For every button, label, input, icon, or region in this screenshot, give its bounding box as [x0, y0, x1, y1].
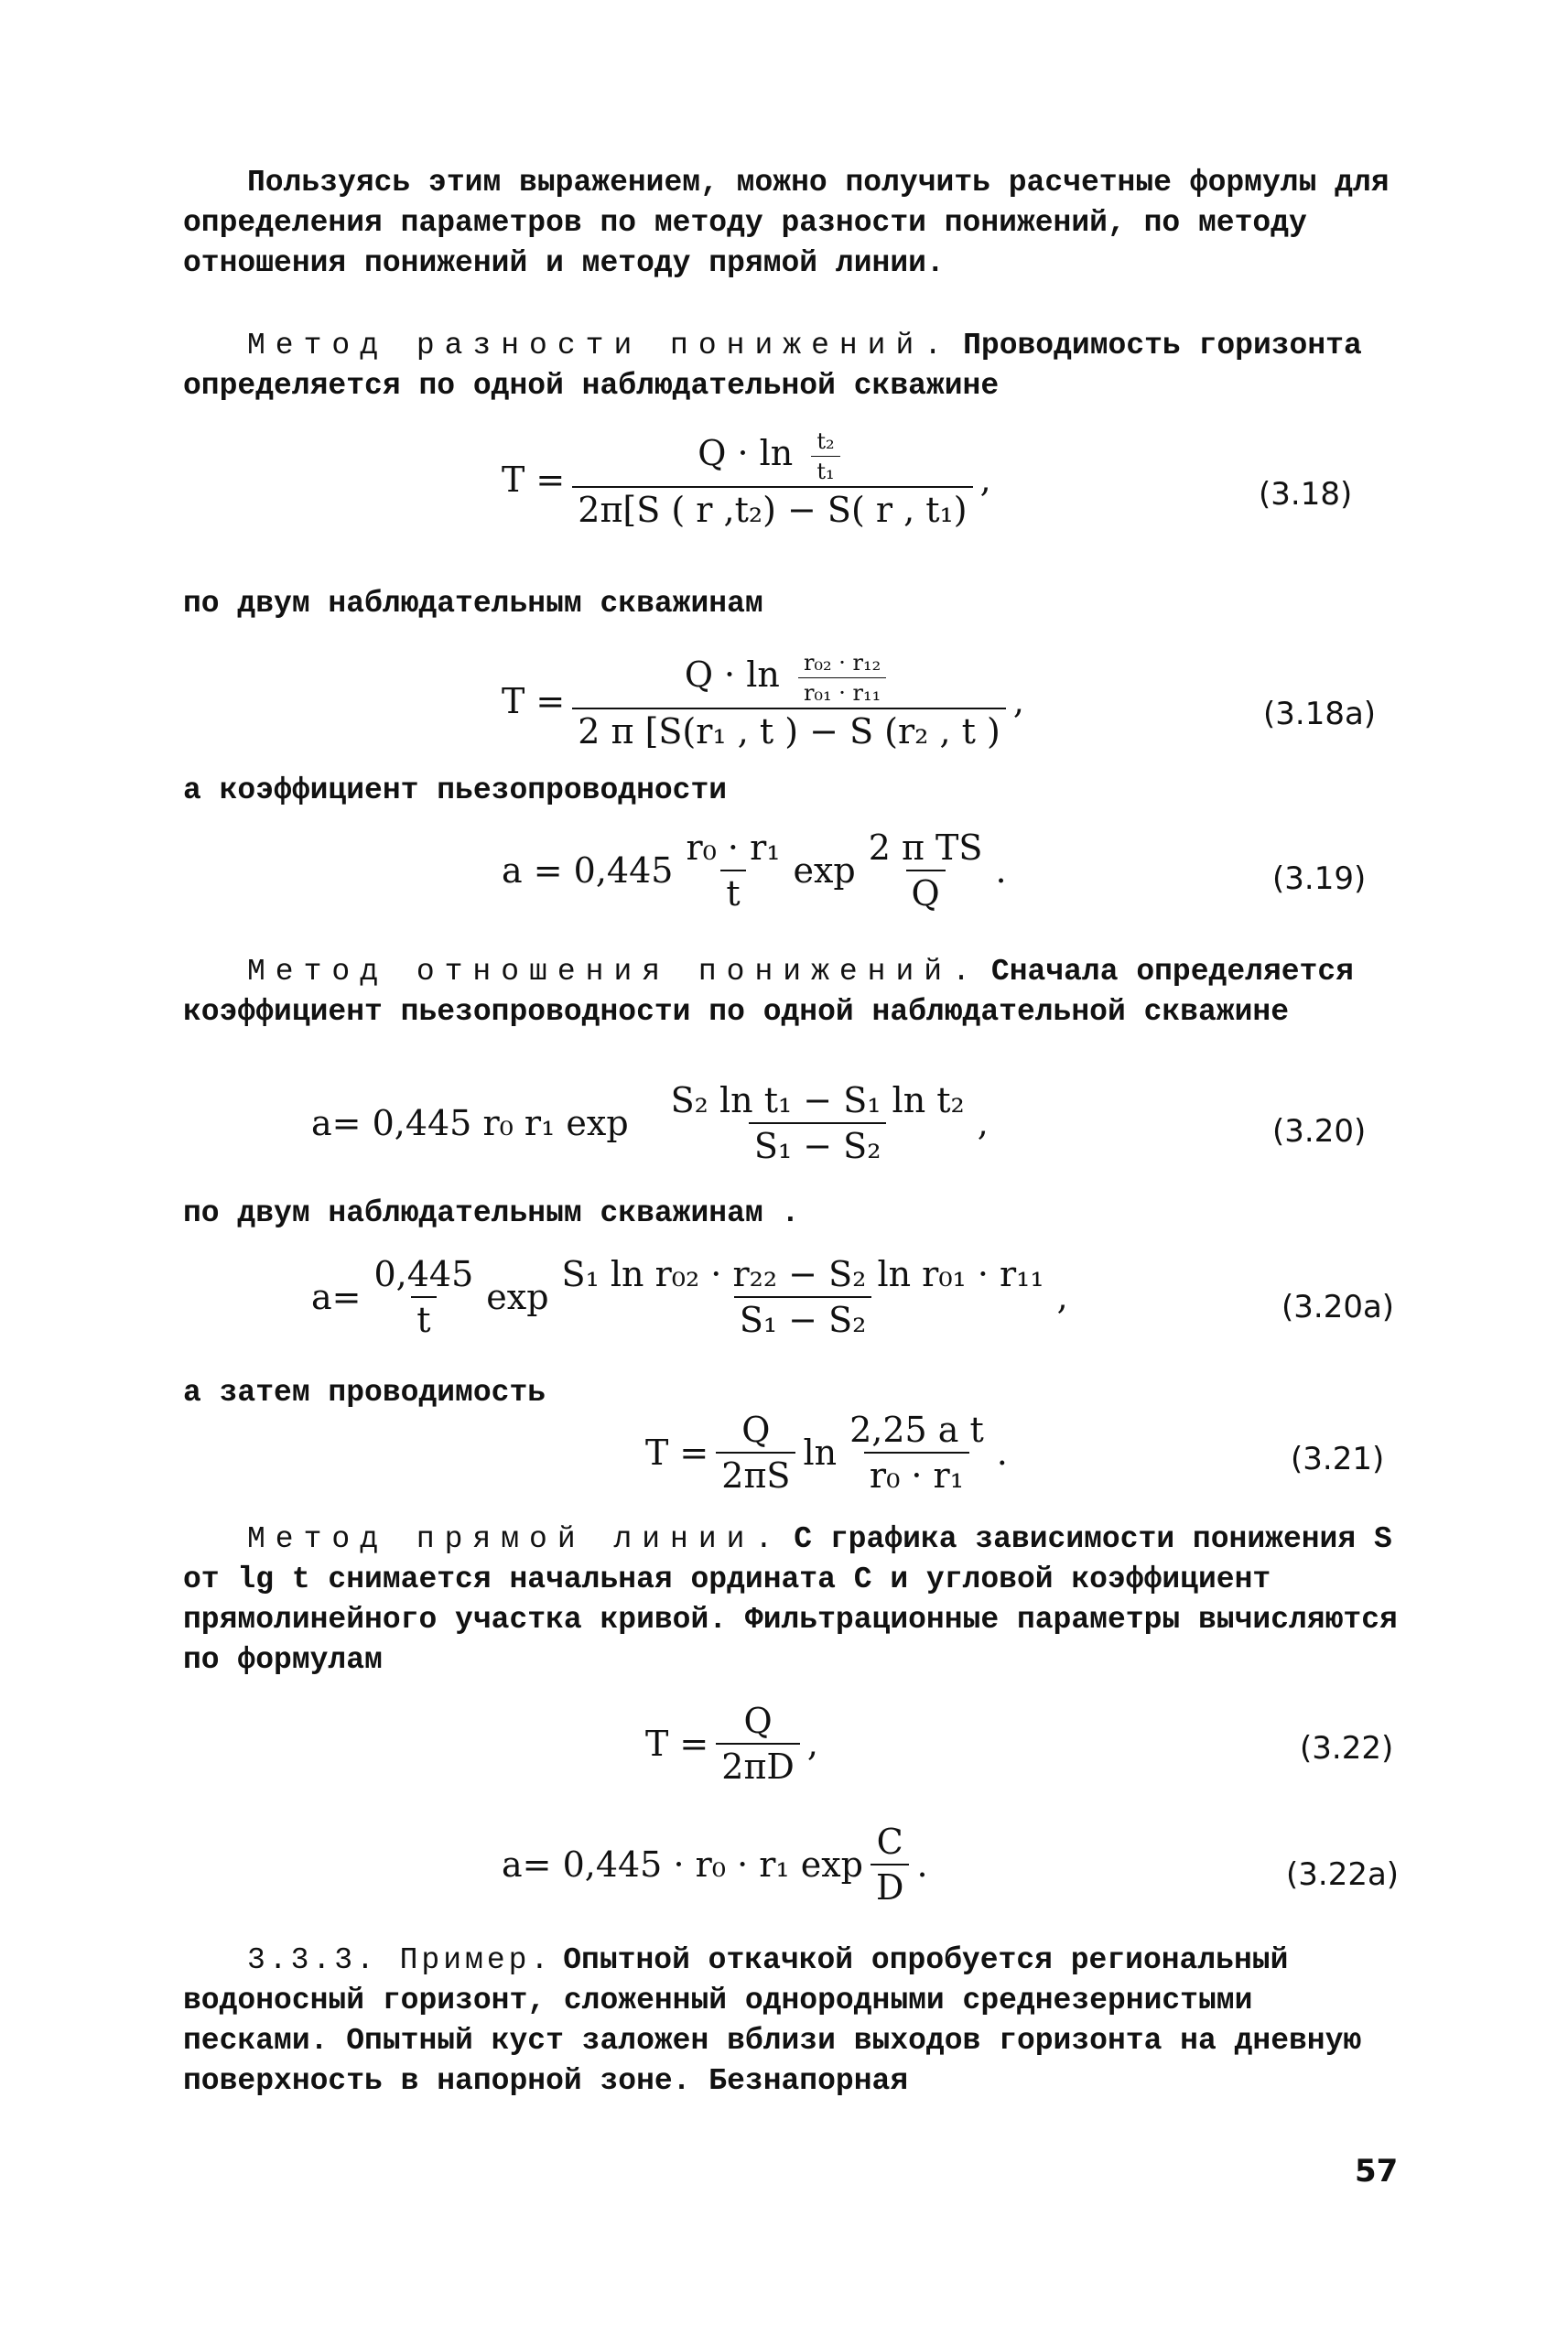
eq-sub-den: t₁: [811, 456, 839, 484]
eq-fraction: [572, 428, 972, 530]
equation-label-3-18a: (3.18а): [1263, 696, 1377, 732]
two-wells-text-2: по двум наблюдательным скважинам .: [183, 1196, 800, 1230]
eq-fraction: [716, 1701, 800, 1787]
eq-lhs: T =: [645, 1724, 709, 1764]
method-difference-text: Проводимость горизонта определяется по одной наблюдательной скважине: [183, 329, 1362, 403]
eq-fraction: [572, 650, 1006, 752]
equation-label-3-20: (3.20): [1272, 1113, 1367, 1150]
method-difference-paragraph: [183, 326, 1410, 406]
equation-3-22: [645, 1701, 818, 1787]
equation-label-3-22: (3.22): [1300, 1730, 1394, 1767]
eq-tail: ,: [979, 459, 991, 500]
eq-numerator: Q: [741, 1410, 771, 1450]
eq-tail: ,: [977, 1103, 989, 1143]
eq-fraction-a: [680, 827, 785, 914]
eq-denominator: Q: [906, 870, 946, 914]
then-transmissivity-text: а затем проводимость: [183, 1376, 546, 1410]
eq-denominator: S₁ − S₂: [734, 1296, 872, 1340]
equation-3-18: [502, 428, 991, 530]
eq-denominator: 2 π [S(r₁ , t ) − S (r₂ , t ): [572, 708, 1006, 752]
eq-sub-den: r₀₁ · r₁₁: [798, 677, 886, 706]
equation-label-3-22a: (3.22а): [1286, 1856, 1400, 1893]
eq-function: exp: [793, 850, 856, 891]
eq-fraction-b: [844, 1410, 989, 1496]
eq-tail: .: [995, 850, 1007, 891]
eq-lhs: T =: [645, 1433, 709, 1473]
eq-tail: .: [916, 1844, 928, 1885]
eq-denominator: r₀ · r₁: [864, 1452, 969, 1496]
eq-denominator: 2πD: [716, 1743, 800, 1787]
eq-fraction: [871, 1822, 909, 1908]
example-heading: 3.3.3. Пример.: [247, 1943, 553, 1977]
equation-label-3-19: (3.19): [1272, 860, 1367, 897]
eq-denominator: 2πS: [716, 1452, 795, 1496]
eq-fraction-a: [369, 1254, 480, 1340]
method-ratio-heading: Метод отношения понижений.: [247, 955, 980, 989]
equation-3-21: [645, 1410, 1008, 1496]
eq-subfraction: [811, 428, 839, 484]
eq-numerator: 2 π TS: [868, 827, 983, 868]
eq-fraction-b: [863, 827, 989, 914]
eq-tail: .: [996, 1433, 1008, 1473]
equation-label-3-20a: (3.20а): [1281, 1289, 1395, 1325]
eq-tail: ,: [1056, 1277, 1068, 1317]
method-difference-heading: Метод разности понижений.: [247, 329, 953, 362]
example-paragraph: [183, 1941, 1410, 2102]
coefficient-text: а коэффициент пьезопроводности: [183, 773, 728, 807]
equation-3-20a: [311, 1254, 1068, 1340]
method-line-heading: Метод прямой линии.: [247, 1522, 784, 1556]
eq-fraction-a: [716, 1410, 795, 1496]
method-ratio-text: Сначала определяется коэффициент пьезопроводности по одной наблюдательной скважине: [183, 955, 1354, 1029]
eq-tail: ,: [1012, 680, 1024, 721]
eq-numerator: S₂ ln t₁ − S₁ ln t₂: [670, 1080, 965, 1120]
equation-3-22a: [502, 1822, 928, 1908]
eq-denominator: t: [720, 870, 745, 914]
eq-lhs: T =: [502, 459, 566, 500]
eq-numerator: S₁ ln r₀₂ · r₂₂ − S₂ ln r₀₁ · r₁₁: [561, 1254, 1044, 1294]
eq-numerator: 2,25 a t: [849, 1410, 984, 1450]
eq-sub-num: r₀₂ · r₁₂: [803, 650, 881, 676]
eq-lhs: a= 0,445 · r₀ · r₁ exp: [502, 1844, 863, 1885]
eq-lhs: T =: [502, 680, 566, 721]
eq-fraction-b: [557, 1254, 1050, 1340]
eq-numerator: Q · ln: [684, 654, 780, 695]
eq-numerator: r₀ · r₁: [686, 827, 781, 868]
equation-label-3-21: (3.21): [1291, 1441, 1385, 1477]
equation-3-19: [502, 827, 1007, 914]
eq-numerator: Q: [743, 1701, 773, 1741]
example-text: Опытной откачкой опробуется региональный водоносный горизонт, сложенный однородными среднезернистыми песками. Опытный куст заложен вблизи выходов горизонта на дневную поверхность в напорной зоне. Безнапорная: [183, 1943, 1362, 2098]
eq-fraction: [665, 1080, 970, 1166]
eq-tail: ,: [806, 1724, 818, 1764]
method-line-text: С графика зависимости понижения S от lg t снимается начальная ордината С и угловой коэффициент прямолинейного участка кривой. Фильтрационные параметры вычисляются по формулам: [183, 1522, 1398, 1677]
equation-3-20: [311, 1080, 989, 1166]
equation-label-3-18: (3.18): [1259, 476, 1353, 513]
eq-function: exp: [486, 1277, 549, 1317]
method-line-paragraph: [183, 1519, 1410, 1681]
eq-denominator: 2π[S ( r ,t₂) − S( r , t₁): [572, 486, 972, 530]
eq-numerator: 0,445: [373, 1254, 474, 1294]
eq-function: ln: [803, 1433, 838, 1473]
eq-sub-num: t₂: [816, 428, 835, 454]
intro-paragraph: Пользуясь этим выражением, можно получить расчетные формулы для определения параметров по методу разности понижений, по методу отношения понижений и методу прямой линии.: [183, 166, 1390, 280]
page-number: 57: [1355, 2153, 1399, 2190]
eq-numerator: C: [876, 1822, 903, 1862]
method-ratio-paragraph: [183, 952, 1410, 1033]
eq-lhs: a = 0,445: [502, 850, 674, 891]
eq-subfraction: [798, 650, 886, 706]
eq-lhs: a= 0,445 r₀ r₁ exp: [311, 1103, 629, 1143]
eq-denominator: t: [411, 1296, 436, 1340]
eq-denominator: S₁ − S₂: [749, 1122, 887, 1166]
eq-denominator: D: [871, 1864, 909, 1908]
equation-3-18a: [502, 650, 1024, 752]
eq-lhs: a=: [311, 1277, 362, 1317]
two-wells-text-1: по двум наблюдательным скважинам: [183, 587, 763, 621]
eq-numerator: Q · ln: [697, 433, 794, 473]
